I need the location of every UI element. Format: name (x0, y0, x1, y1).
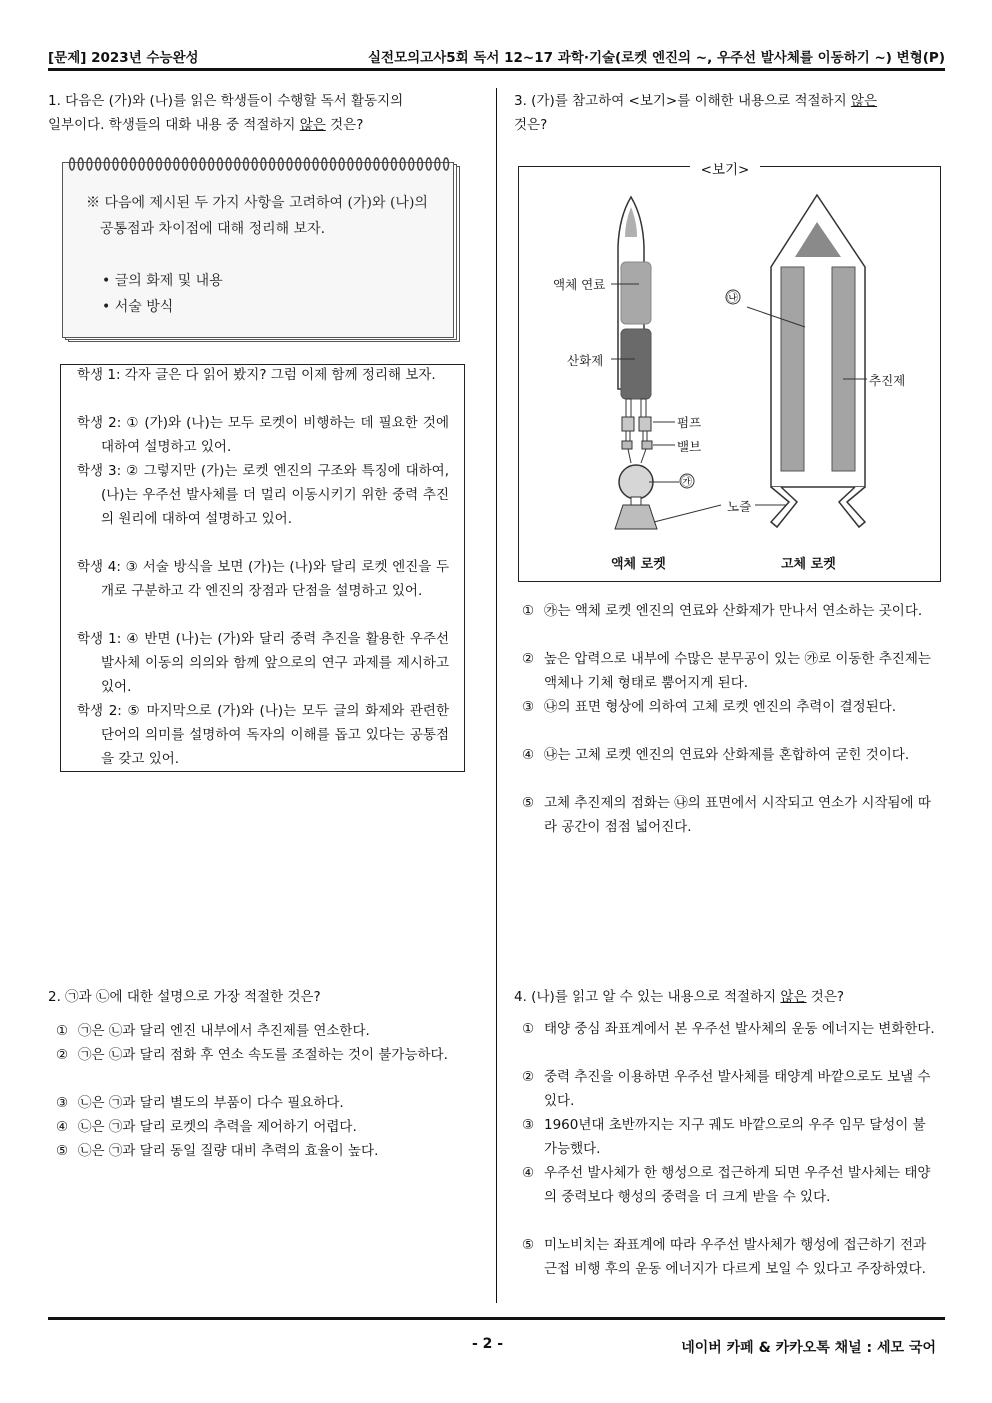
spiral-ring-icon (96, 158, 101, 170)
q4-underlined: 않은 (780, 989, 807, 1005)
choice-number: ④ (522, 747, 535, 763)
choice-number: ④ (522, 1165, 535, 1181)
spiral-ring-icon (78, 158, 83, 170)
choice-text: ㉡은 ㉠과 달리 로켓의 추력을 제어하기 어렵다. (78, 1119, 357, 1135)
spiral-ring-icon (131, 158, 136, 170)
spiral-ring-icon (200, 158, 205, 170)
header-right: 실전모의고사5회 독서 12~17 과학·기술(로켓 엔진의 ~, 우주선 발사체를 이동하기 ~) 변형(P) (367, 50, 945, 66)
choice-text: 높은 압력으로 내부에 수많은 분무공이 있는 ㉮로 이동한 추진제는 액체나 기체 형태로 뿜어지게 된다. (544, 651, 931, 691)
spiral-ring-icon (305, 158, 310, 170)
choice-text: 고체 추진제의 점화는 ㉯의 표면에서 시작되고 연소가 시작됨에 따라 공간이 점점 넓어진다. (544, 795, 931, 835)
dialog-line: 학생 1: 각자 글은 다 읽어 봤지? 그럼 이제 함께 정리해 보자. (77, 367, 436, 383)
spiral-ring-icon (191, 158, 196, 170)
choice-number: ① (56, 1023, 69, 1039)
spiral-ring-icon (374, 158, 379, 170)
spiral-ring-icon (122, 158, 127, 170)
label-liquid-rocket: 액체 로켓 (611, 557, 666, 572)
column-divider (496, 88, 497, 1303)
q3-choice (522, 647, 936, 695)
notebook-line2: 공통점과 차이점에 대해 정리해 보자. (100, 221, 326, 237)
q4-title (514, 985, 944, 1009)
spiral-ring-icon (226, 158, 231, 170)
spiral-ring-icon (87, 158, 92, 170)
label-pump: 펌프 (677, 415, 702, 430)
choice-number: ④ (56, 1119, 69, 1135)
spiral-ring-icon (418, 158, 423, 170)
spiral-ring-icon (183, 158, 188, 170)
spiral-ring-icon (261, 158, 266, 170)
spiral-ring-icon (70, 158, 75, 170)
choice-number: ② (56, 1047, 69, 1063)
choice-text: ㉠은 ㉡과 달리 점화 후 연소 속도를 조절하는 것이 불가능하다. (78, 1047, 448, 1063)
notebook-bullet2: • 서술 방식 (102, 299, 174, 315)
label-nozzle: 노즐 (727, 499, 752, 514)
q3-choice (522, 743, 936, 767)
choice-number: ③ (522, 1117, 535, 1133)
spiral-ring-icon (104, 158, 109, 170)
choice-number: ② (522, 651, 535, 667)
student-dialog-box (60, 364, 465, 772)
choice-number: ③ (56, 1095, 69, 1111)
notebook-line1: ※ 다음에 제시된 두 가지 사항을 고려하여 (가)와 (나)의 (86, 195, 428, 211)
choice-text: ㉮는 액체 로켓 엔진의 연료와 산화제가 만나서 연소하는 곳이다. (544, 603, 923, 619)
choice-number: ① (522, 603, 535, 619)
dialog-line: 학생 2: ① (가)와 (나)는 모두 로켓이 비행하는 데 필요한 것에 대하여 설명하고 있어. (77, 415, 449, 455)
q3-title-line2: 것은? (514, 117, 548, 133)
dialog-line: 학생 3: ② 그렇지만 (가)는 로켓 엔진의 구조와 특징에 대하여, (나)는 우주선 발사체를 더 멀리 이동시키기 위한 중력 추진의 원리에 대하여 설명하고 있어. (77, 463, 449, 527)
q1-title (48, 89, 476, 137)
spiral-ring-icon (278, 158, 283, 170)
choice-text: 우주선 발사체가 한 행성으로 접근하게 되면 우주선 발사체는 태양의 중력보다 행성의 중력을 더 크게 받을 수 있다. (544, 1165, 931, 1205)
q4-choice (522, 1065, 936, 1113)
spiral-ring-icon (313, 158, 318, 170)
spiral-ring-icon (331, 158, 336, 170)
label-na: ㉯ (727, 291, 738, 304)
spiral-ring-icon (287, 158, 292, 170)
spiral-ring-icon (218, 158, 223, 170)
choice-text: ㉡은 ㉠과 달리 별도의 부품이 다수 필요하다. (78, 1095, 344, 1111)
q4-choice (522, 1161, 936, 1209)
dialog-line: 학생 1: ④ 반면 (나)는 (가)와 달리 중력 추진을 활용한 우주선 발사체 이동의 의의와 함께 앞으로의 연구 과제를 제시하고 있어. (77, 631, 449, 695)
label-solid-rocket: 고체 로켓 (781, 557, 836, 572)
label-propellant: 추진제 (869, 373, 906, 388)
liquid-rocket-illustration (611, 197, 721, 529)
q2-choice (56, 1043, 476, 1067)
q1-title-end: 것은? (325, 117, 364, 133)
spiral-ring-icon (174, 158, 179, 170)
dialog-line: 학생 4: ③ 서술 방식을 보면 (가)는 (나)와 달리 로켓 엔진을 두 개로 구분하고 각 엔진의 장점과 단점을 설명하고 있어. (77, 559, 449, 599)
spiral-ring-icon (235, 158, 240, 170)
choice-number: ③ (522, 699, 535, 715)
notebook-bullet1: • 글의 화제 및 내용 (102, 273, 223, 289)
spiral-ring-icon (209, 158, 214, 170)
spiral-ring-icon (244, 158, 249, 170)
spiral-ring-icon (270, 158, 275, 170)
spiral-ring-icon (400, 158, 405, 170)
label-liquid-fuel: 액체 연료 (553, 277, 606, 292)
activity-notebook (62, 156, 460, 342)
spiral-ring-icon (383, 158, 388, 170)
spiral-ring-icon (348, 158, 353, 170)
q2-choice (56, 1115, 476, 1139)
label-ga: ㉮ (681, 475, 692, 488)
choice-text: 중력 추진을 이용하면 우주선 발사체를 태양계 바깥으로도 보낼 수 있다. (544, 1069, 931, 1109)
spiral-ring-icon (157, 158, 162, 170)
spiral-ring-icon (139, 158, 144, 170)
choice-text: 태양 중심 좌표계에서 본 우주선 발사체의 운동 에너지는 변화한다. (544, 1021, 935, 1037)
page-header (48, 44, 945, 66)
choice-number: ① (522, 1021, 535, 1037)
spiral-ring-icon (444, 158, 449, 170)
q2-choice (56, 1019, 476, 1043)
spiral-ring-icon (426, 158, 431, 170)
q1-underlined: 않은 (299, 117, 326, 133)
label-valve: 밸브 (677, 439, 702, 454)
spiral-ring-icon (365, 158, 370, 170)
q3-title-line1: 3. (가)를 참고하여 <보기>를 이해한 내용으로 적절하지 (514, 93, 851, 109)
q3-underlined: 않은 (850, 93, 877, 109)
footer-channel: 네이버 카페 & 카카오톡 채널 : 세모 국어 (681, 1340, 936, 1356)
choice-text: ㉯는 고체 로켓 엔진의 연료와 산화제를 혼합하여 굳힌 것이다. (544, 747, 910, 763)
q2-choice (56, 1139, 476, 1163)
choice-number: ⑤ (522, 1237, 535, 1253)
spiral-ring-icon (148, 158, 153, 170)
choice-number: ⑤ (56, 1143, 69, 1159)
spiral-ring-icon (357, 158, 362, 170)
spiral-ring-icon (165, 158, 170, 170)
notebook-instruction (86, 190, 428, 242)
q4-title-text: 4. (나)를 읽고 알 수 있는 내용으로 적절하지 (514, 989, 781, 1005)
bogi-box (518, 166, 941, 582)
choice-number: ⑤ (522, 795, 535, 811)
spiral-ring-icon (409, 158, 414, 170)
notebook-bullets (102, 268, 223, 320)
bogi-title: <보기> (690, 158, 760, 176)
dialog-line: 학생 2: ⑤ 마지막으로 (가)와 (나)는 모두 글의 화제와 관련한 단어의 의미를 설명하여 독자의 이해를 돕고 있다는 공통점을 갖고 있어. (77, 703, 449, 767)
q3-choice (522, 599, 936, 623)
choice-number: ② (522, 1069, 535, 1085)
q4-choice (522, 1113, 936, 1161)
q1-title-line1: 1. 다음은 (가)와 (나)를 읽은 학생들이 수행할 독서 활동지의 (48, 93, 404, 109)
q4-title-end: 것은? (806, 989, 845, 1005)
choice-text: ㉯의 표면 형상에 의하여 고체 로켓 엔진의 추력이 결정된다. (544, 699, 897, 715)
header-rule (48, 68, 945, 71)
q4-choice (522, 1233, 936, 1281)
spiral-ring-icon (339, 158, 344, 170)
choice-text: ㉠은 ㉡과 달리 엔진 내부에서 추진제를 연소한다. (78, 1023, 370, 1039)
q2-choice (56, 1091, 476, 1115)
spiral-binding-icon (62, 156, 460, 176)
q3-choice (522, 695, 936, 719)
spiral-ring-icon (113, 158, 118, 170)
choice-text: 미노비치는 좌표계에 따라 우주선 발사체가 행성에 접근하기 전과 근접 비행 후의 운동 에너지가 다르게 보일 수 있다고 주장하였다. (544, 1237, 927, 1277)
spiral-ring-icon (392, 158, 397, 170)
spiral-ring-icon (435, 158, 440, 170)
footer-rule (48, 1317, 945, 1320)
spiral-ring-icon (322, 158, 327, 170)
q4-choice (522, 1017, 936, 1041)
header-left: [문제] 2023년 수능완성 (48, 50, 199, 66)
q3-title (514, 89, 946, 137)
choice-text: 1960년대 초반까지는 지구 궤도 바깥으로의 우주 임무 달성이 불가능했다. (544, 1117, 926, 1157)
label-oxidizer: 산화제 (567, 353, 604, 368)
solid-rocket-illustration (726, 195, 867, 527)
spiral-ring-icon (296, 158, 301, 170)
choice-text: ㉡은 ㉠과 달리 동일 질량 대비 추력의 효율이 높다. (78, 1143, 379, 1159)
q1-title-line2: 일부이다. 학생들의 대화 내용 중 적절하지 (48, 117, 300, 133)
q3-choice (522, 791, 936, 839)
spiral-ring-icon (252, 158, 257, 170)
page-number: - 2 - (472, 1336, 504, 1352)
q2-title: 2. ㉠과 ㉡에 대한 설명으로 가장 적절한 것은? (48, 989, 321, 1005)
